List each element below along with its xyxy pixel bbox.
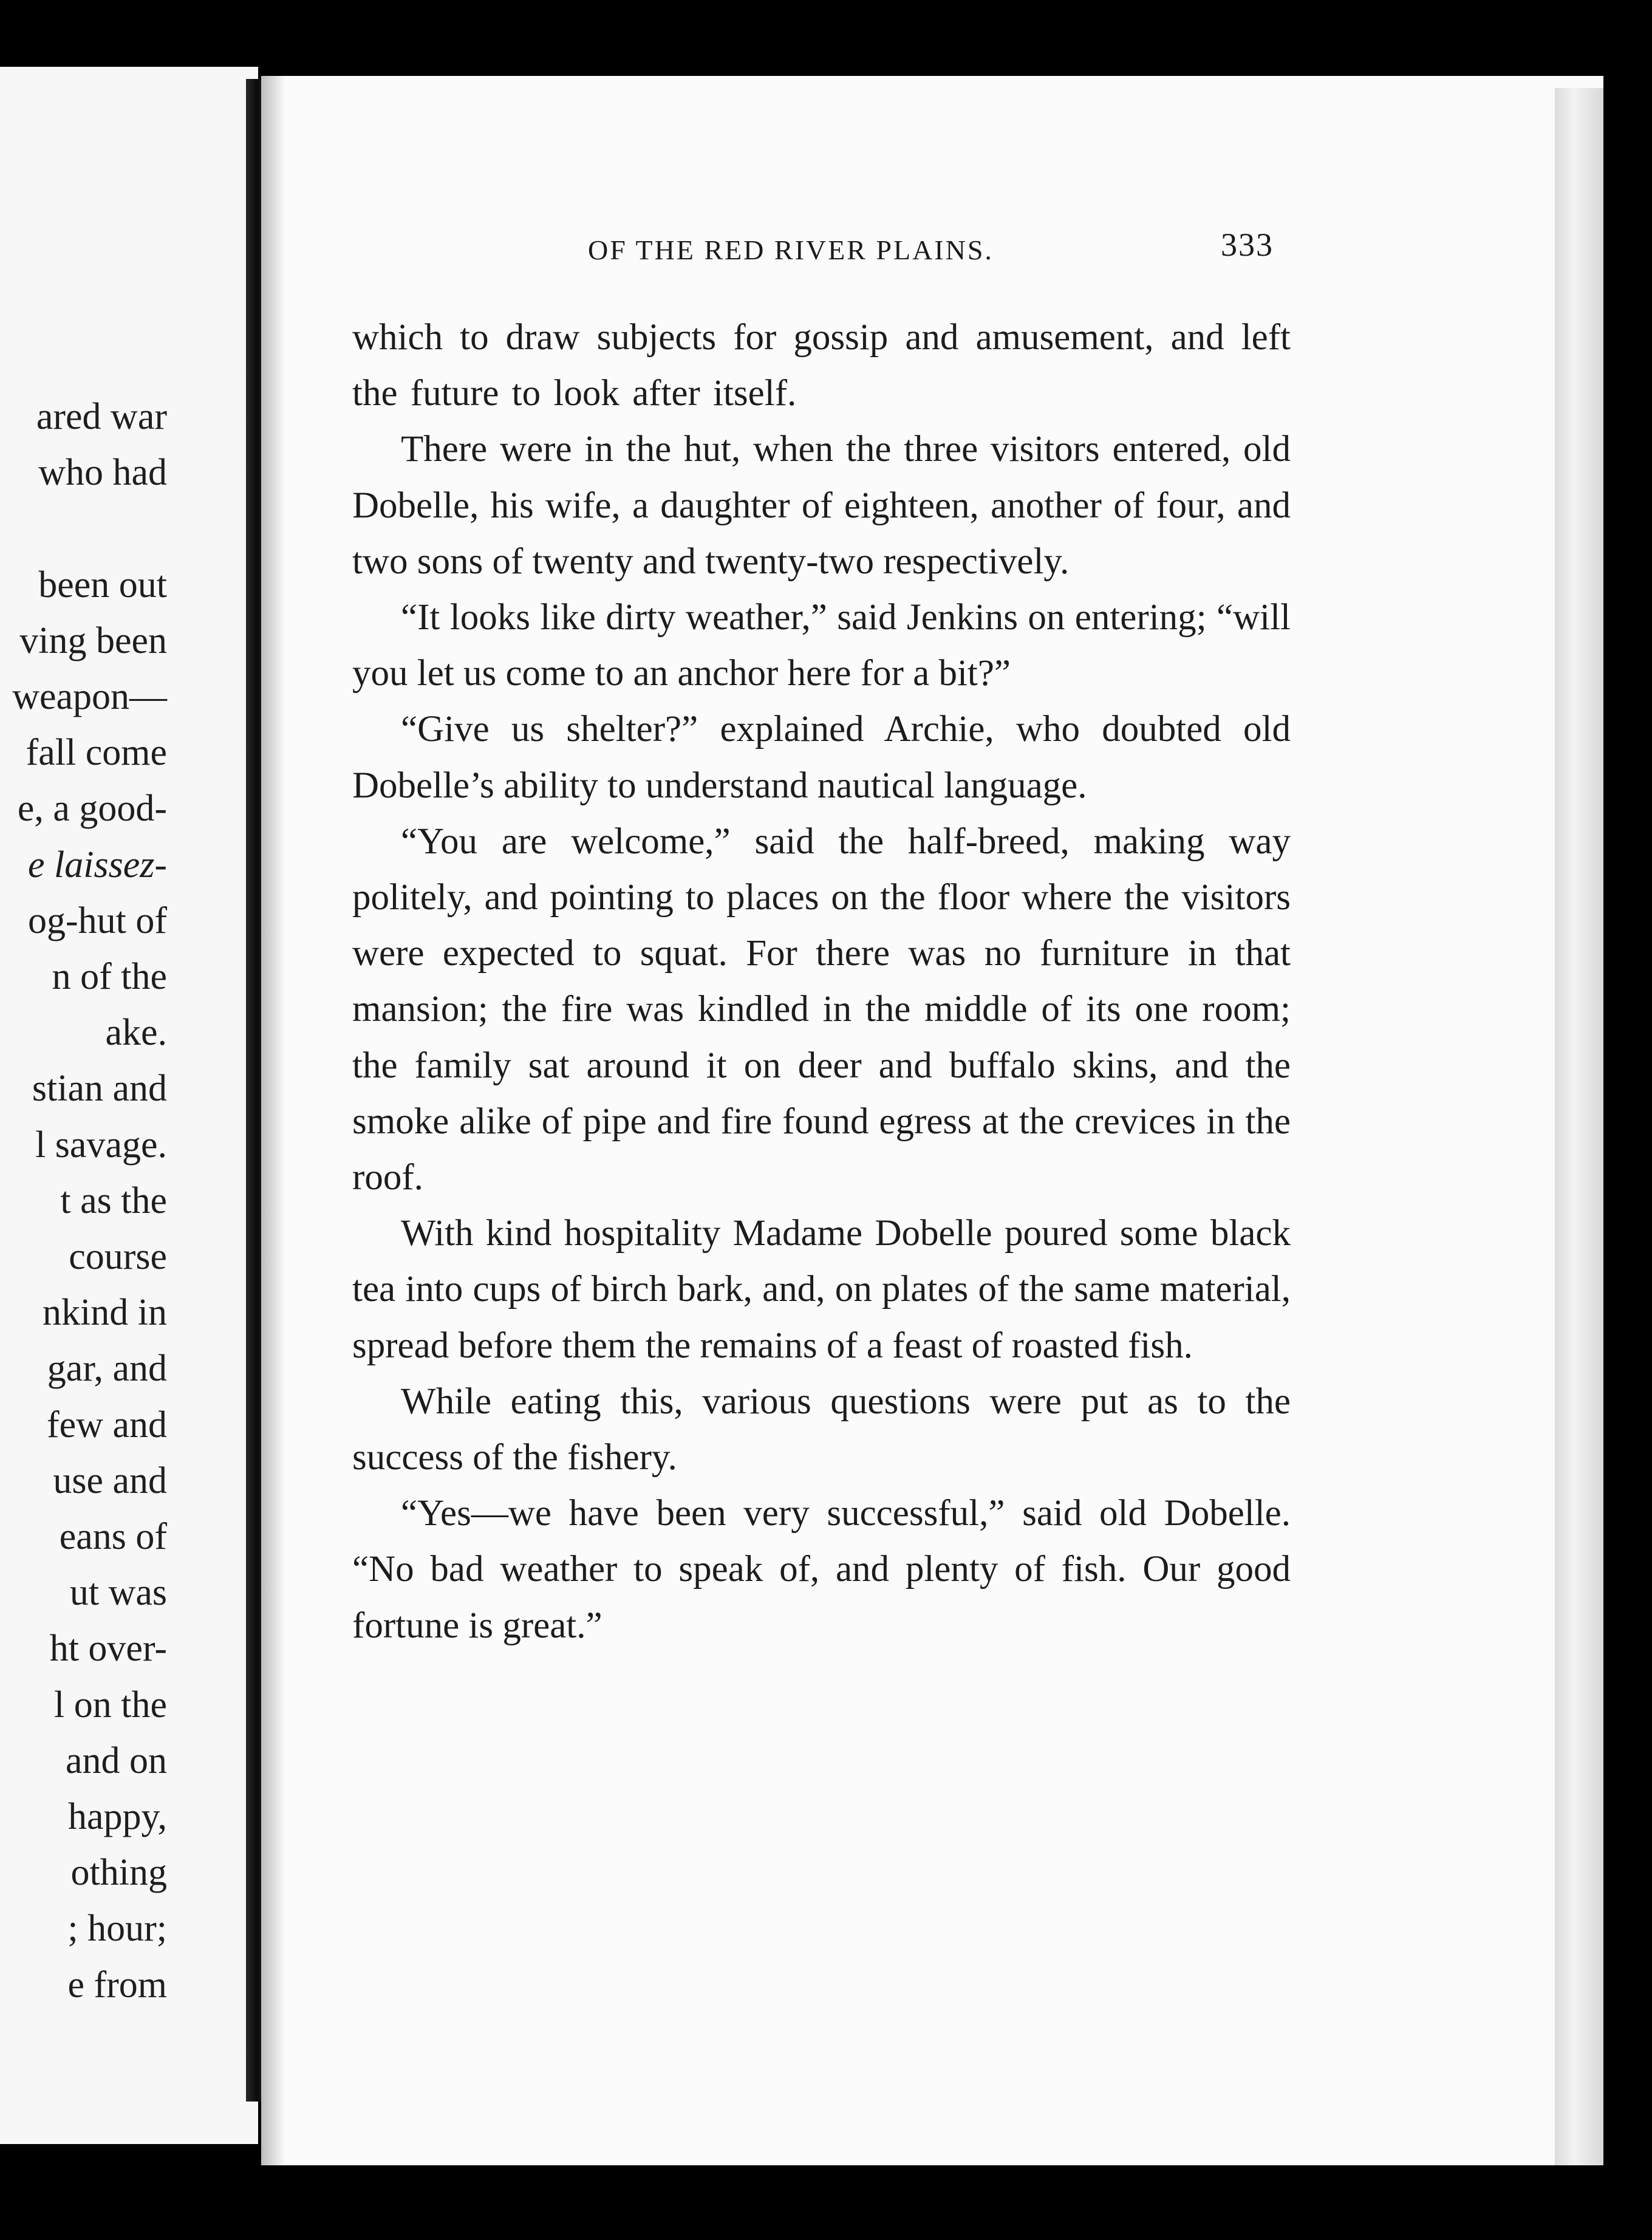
left-line: course [69, 1236, 167, 1278]
left-line: eans of [59, 1516, 167, 1558]
left-line: n of the [52, 956, 167, 998]
left-line: stian and [32, 1068, 167, 1110]
left-line: ht over- [49, 1628, 167, 1670]
left-line: happy, [68, 1796, 167, 1838]
left-line: who had [38, 452, 167, 494]
left-line [12, 500, 167, 556]
left-line: e from [67, 1964, 167, 2006]
left-line: l savage. [35, 1124, 167, 1166]
left-line: fall come [26, 732, 167, 774]
page-number: 333 [1221, 227, 1274, 263]
left-page-text [12, 389, 167, 2013]
left-line: e, a good- [17, 788, 167, 830]
paragraph: “Yes—we have been very successful,” said old Dobelle. “No bad weather to speak of, and plenty of fish. Our good fortune is great.” [352, 1493, 1291, 1646]
left-line: ving been [19, 620, 167, 661]
paragraph: “You are welcome,” said the half-breed, making way politely, and pointing to places on the floor where the visitors were expected to squat. For there was no furniture in that mansion; the fire was kindled in the middle of its one room; the family sat around it on deer and buffalo skins, and the smoke alike of pipe and fire found egress at the crevices in the roof. [352, 821, 1291, 1198]
left-line: e laissez- [27, 844, 167, 886]
gutter-shadow [261, 76, 285, 2165]
left-line: weapon— [12, 676, 167, 718]
left-line: few and [47, 1404, 167, 1446]
left-page [0, 67, 258, 2144]
left-line: ake. [105, 1012, 167, 1054]
paragraph: While eating this, various questions were put as to the success of the fishery. [352, 1381, 1291, 1478]
paragraph: “Give us shelter?” explained Archie, who doubted old Dobelle’s ability to understand nautical language. [352, 709, 1291, 806]
paragraph: There were in the hut, when the three visitors entered, old Dobelle, his wife, a daughter of eighteen, another of four, and two sons of twenty and twenty-two respectively. [352, 429, 1291, 582]
left-line: ; hour; [67, 1908, 167, 1950]
paragraph: which to draw subjects for gossip and amusement, and left the future to look after itself. [352, 317, 1291, 414]
body-text [352, 310, 1291, 1654]
paragraph: “It looks like dirty weather,” said Jenkins on entering; “will you let us come to an anchor here for a bit?” [352, 597, 1291, 694]
left-line: ared war [36, 396, 167, 437]
left-line: othing [70, 1852, 167, 1894]
left-line: use and [53, 1460, 167, 1501]
left-line: ut was [69, 1572, 167, 1614]
left-line: og-hut of [27, 900, 167, 941]
left-line: nkind in [43, 1292, 167, 1334]
running-head: OF THE RED RIVER PLAINS. [588, 234, 994, 265]
left-line: been out [38, 564, 167, 606]
left-line: and on [65, 1740, 167, 1781]
left-line: gar, and [47, 1348, 167, 1390]
left-line: l on the [54, 1684, 167, 1726]
page-edge [1555, 88, 1603, 2165]
paragraph: With kind hospitality Madame Dobelle poured some black tea into cups of birch bark, and, on plates of the same material, spread before them the remains of a feast of roasted fish. [352, 1213, 1291, 1366]
left-line: t as the [60, 1180, 167, 1221]
